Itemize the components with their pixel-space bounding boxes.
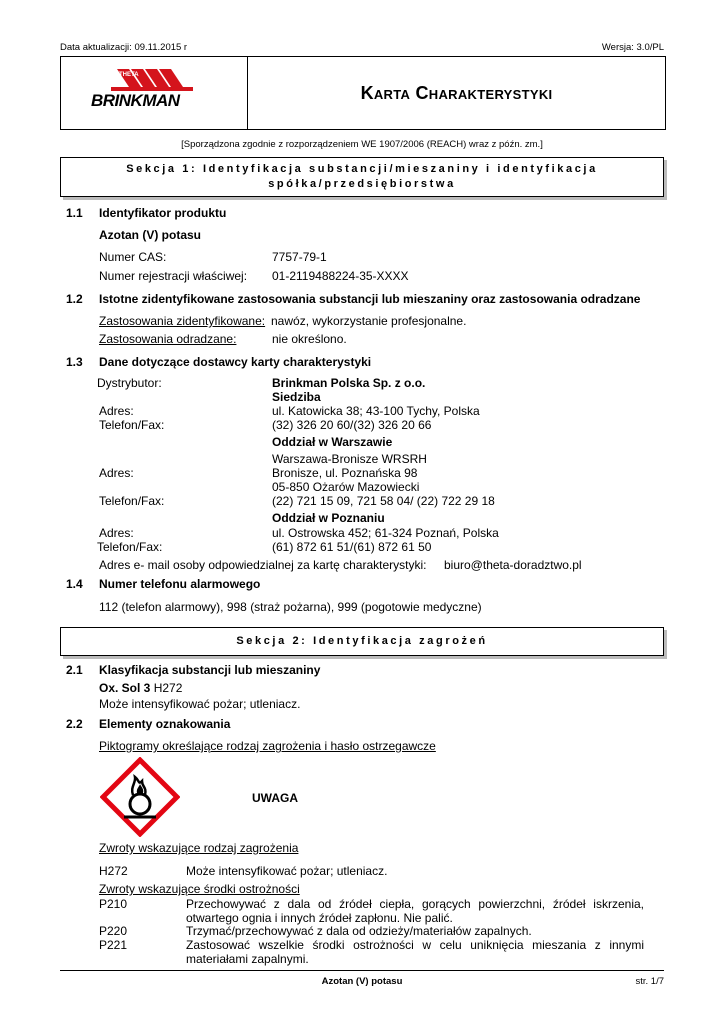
adv-value: nie określono.: [272, 332, 347, 346]
p210-code: P210: [99, 897, 128, 911]
update-date: Data aktualizacji: 09.11.2015 r: [60, 42, 188, 53]
signal-word: UWAGA: [252, 791, 298, 805]
distributor-name: Brinkman Polska Sp. z o.o.: [272, 376, 426, 390]
section1-title: [60, 157, 664, 197]
page-title: Karta Charakterystyki: [360, 82, 553, 103]
emergency-numbers: 112 (telefon alarmowy), 998 (straż pożarna), 999 (pogotowie medyczne): [99, 600, 482, 614]
phone-1: (32) 326 20 60/(32) 326 20 66: [272, 418, 432, 432]
s12-number: 1.2: [66, 292, 83, 306]
h272-code: H272: [99, 864, 128, 878]
s14-number: 1.4: [66, 577, 83, 591]
uses-value: nawóz, wykorzystanie profesjonalne.: [271, 314, 467, 328]
warsaw-line2: Bronisze, ul. Poznańska 98: [272, 466, 418, 480]
distributor-label: Dystrybutor:: [97, 376, 162, 390]
uses-label: Zastosowania zidentyfikowane:: [99, 314, 266, 328]
s11-heading: Identyfikator produktu: [99, 206, 227, 220]
product-name: Azotan (V) potasu: [99, 228, 201, 242]
reg-label: Numer rejestracji właściwej:: [99, 269, 248, 283]
phone-3: (61) 872 61 51/(61) 872 61 50: [272, 540, 432, 554]
hazard-statements-label: Zwroty wskazujące rodzaj zagrożenia: [99, 841, 299, 855]
p210-text: Przechowywać z dala od źródeł ciepła, gorących powierzchni, źródeł iskrzenia, otwartego ognia i innych źródeł zapłonu. Nie palić.: [186, 897, 644, 925]
version: Wersja: 3.0/PL: [601, 42, 664, 53]
brinkman-logo: [89, 65, 219, 121]
address-label-3: Adres:: [99, 526, 134, 540]
seat-label: Siedziba: [272, 390, 321, 404]
warsaw-line3: 05-850 Ożarów Mazowiecki: [272, 480, 420, 494]
p221-code: P221: [99, 938, 128, 952]
logo-small: THETA: [119, 72, 139, 78]
p221-text: Zastosować wszelkie środki ostrożności w celu uniknięcia mieszania z innymi materiałami zapalnymi.: [186, 938, 644, 966]
footer-page: str. 1/7: [635, 976, 664, 987]
s11-number: 1.1: [66, 206, 83, 220]
phone-label-3: Telefon/Fax:: [97, 540, 163, 554]
classification-code: H272: [153, 681, 183, 695]
footer-divider: [60, 970, 664, 971]
adv-label: Zastosowania odradzane:: [99, 332, 237, 346]
s21-number: 2.1: [66, 663, 83, 677]
email-link[interactable]: biuro@theta-doradztwo.pl: [444, 558, 582, 572]
address-label-1: Adres:: [99, 404, 134, 418]
cas-label: Numer CAS:: [99, 250, 167, 264]
p220-code: P220: [99, 924, 128, 938]
p220-text: Trzymać/przechowywać z dala od odzieży/materiałów zapalnych.: [186, 924, 532, 938]
s22-number: 2.2: [66, 717, 83, 731]
logo-text: BRINKMAN: [91, 91, 180, 110]
header-box: [60, 56, 666, 130]
s13-number: 1.3: [66, 355, 83, 369]
s21-heading: Klasyfikacja substancji lub mieszaniny: [99, 663, 321, 677]
phone-label-1: Telefon/Fax:: [99, 418, 165, 432]
reg-value: 01-2119488224-35-XXXX: [272, 269, 409, 283]
s13-heading: Dane dotyczące dostawcy karty charakterystyki: [99, 355, 372, 369]
precaution-label: Zwroty wskazujące środki ostrożności: [99, 882, 300, 896]
poznan-address: ul. Ostrowska 452; 61-324 Poznań, Polska: [272, 526, 499, 540]
reach-note: [Sporządzona zgodnie z rozporządzeniem WE 1907/2006 (REACH) wraz z późn. zm.]: [181, 139, 543, 150]
pictogram-label: Piktogramy określające rodzaj zagrożenia i hasło ostrzegawcze: [99, 739, 436, 753]
oxidizer-pictogram-icon: [100, 757, 180, 837]
classification: [99, 681, 182, 695]
phone-label-2: Telefon/Fax:: [99, 494, 165, 508]
email-label: Adres e- mail osoby odpowiedzialnej za kartę charakterystyki:: [99, 558, 427, 572]
address-1: ul. Katowicka 38; 43-100 Tychy, Polska: [272, 404, 480, 418]
s12-heading: Istotne zidentyfikowane zastosowania substancji lub mieszaniny oraz zastosowania odradzane: [99, 292, 641, 306]
cas-value: 7757-79-1: [272, 250, 327, 264]
classification-class: Ox. Sol 3: [99, 681, 151, 695]
address-label-2: Adres:: [99, 466, 134, 480]
classification-desc: Może intensyfikować pożar; utleniacz.: [99, 697, 301, 711]
section2-title: Sekcja 2: Identyfikacja zagrożeń: [60, 627, 664, 656]
warsaw-line1: Warszawa-Bronisze WRSRH: [272, 452, 427, 466]
branch-poznan: Oddział w Poznaniu: [272, 511, 385, 525]
h272-text: Może intensyfikować pożar; utleniacz.: [186, 864, 388, 878]
s22-heading: Elementy oznakowania: [99, 717, 231, 731]
s14-heading: Numer telefonu alarmowego: [99, 577, 261, 591]
section1-title-line1: Sekcja 1: Identyfikacja substancji/mieszaniny i identyfikacja: [126, 163, 598, 175]
footer-product: Azotan (V) potasu: [321, 976, 403, 987]
section1-title-line2: spółka/przedsiębiorstwa: [268, 178, 456, 190]
phone-2: (22) 721 15 09, 721 58 04/ (22) 722 29 18: [272, 494, 495, 508]
branch-warsaw: Oddział w Warszawie: [272, 435, 393, 449]
